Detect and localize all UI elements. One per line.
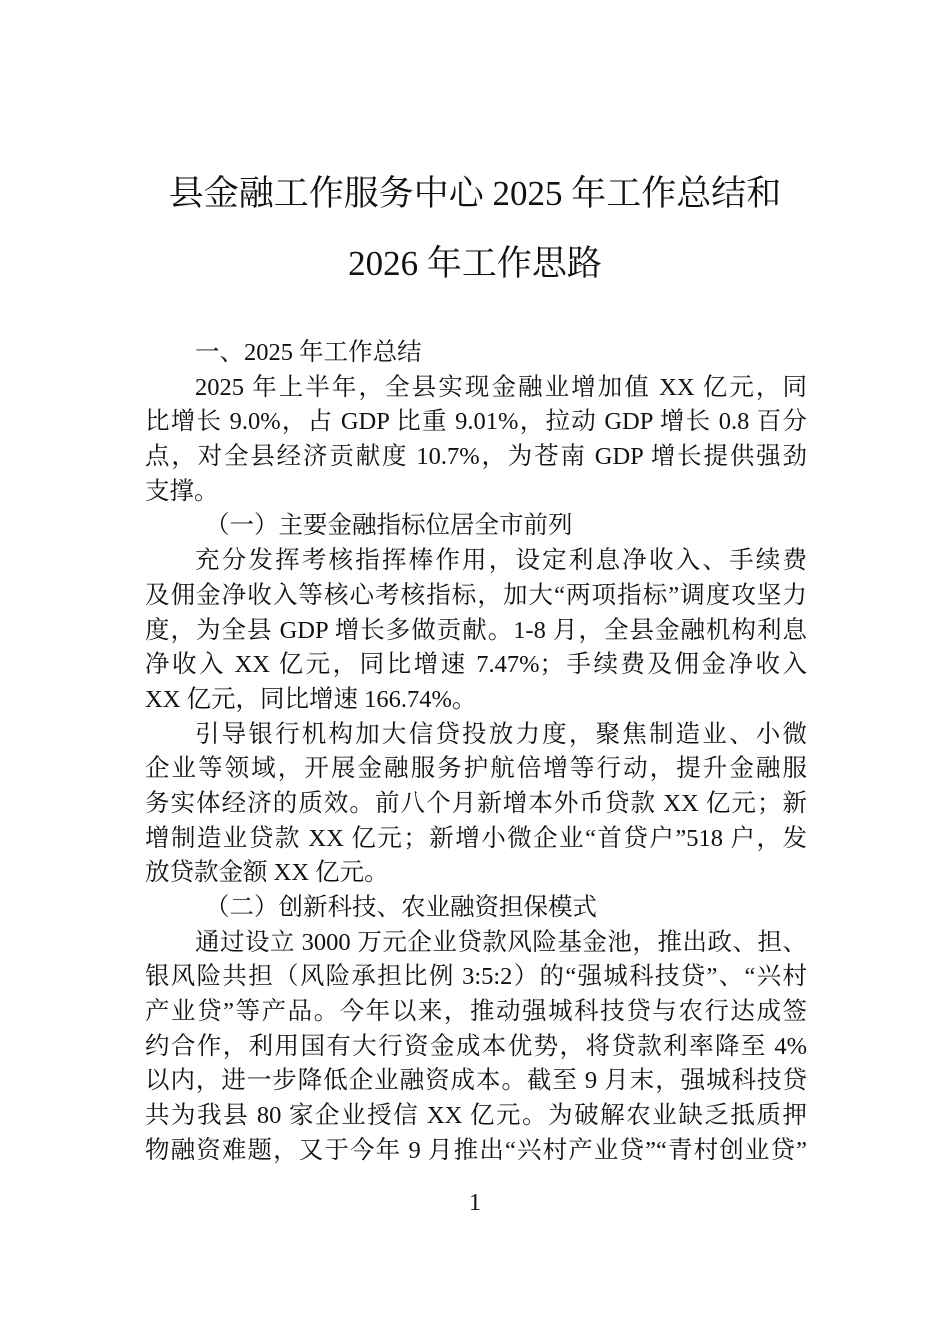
paragraph-line: 比增长 9.0%，占 GDP 比重 9.01%，拉动 GDP 增长 0.8 百分 [145, 408, 807, 436]
paragraph-line: 度，为全县 GDP 增长多做贡献。1-8 月，全县金融机构利息 [145, 616, 807, 644]
paragraph-line: 企业等领域，开展金融服务护航倍增等行动，提升金融服 [145, 755, 807, 783]
page-number: 1 [469, 1190, 481, 1216]
paragraph-line: 产业贷”等产品。今年以来，推动强城科技贷与农行达成签 [145, 998, 807, 1026]
subsection-heading: （二）创新科技、农业融资担保模式 [205, 894, 597, 921]
document-body [145, 336, 807, 1169]
paragraph-line: 约合作，利用国有大行资金成本优势，将贷款利率降至 4% [145, 1032, 807, 1060]
paragraph-line: 增制造业贷款 XX 亿元；新增小微企业“首贷户”518 户，发 [145, 824, 807, 852]
paragraph-line: 2025 年上半年，全县实现金融业增加值 XX 亿元，同 [195, 373, 807, 401]
paragraph-line: 充分发挥考核指挥棒作用，设定利息净收入、手续费 [195, 547, 807, 575]
paragraph-line: 支撑。 [145, 477, 219, 505]
paragraph-line: 放贷款金额 XX 亿元。 [145, 859, 389, 887]
paragraph-line: 务实体经济的质效。前八个月新增本外币贷款 XX 亿元；新 [145, 789, 807, 817]
paragraph-line: 通过设立 3000 万元企业贷款风险基金池，推出政、担、 [195, 928, 807, 956]
paragraph-line: 以内，进一步降低企业融资成本。截至 9 月末，强城科技贷 [145, 1067, 807, 1095]
paragraph-line: 点，对全县经济贡献度 10.7%，为苍南 GDP 增长提供强劲 [145, 443, 807, 471]
document-title-line-2: 2026 年工作思路 [348, 244, 602, 283]
paragraph-line: 净收入 XX 亿元，同比增速 7.47%；手续费及佣金净收入 [145, 651, 807, 679]
paragraph-line: 银风险共担（风险承担比例 3:5:2）的“强城科技贷”、“兴村 [145, 963, 807, 991]
paragraph-line: 引导银行机构加大信贷投放力度，聚焦制造业、小微 [195, 720, 807, 748]
section-heading: 一、2025 年工作总结 [195, 339, 422, 366]
paragraph-line: 及佣金净收入等核心考核指标，加大“两项指标”调度攻坚力 [145, 581, 807, 609]
paragraph-line: XX 亿元，同比增速 166.74%。 [145, 685, 477, 713]
document-title-line-1: 县金融工作服务中心 2025 年工作总结和 [168, 174, 782, 213]
paragraph-line: 共为我县 80 家企业授信 XX 亿元。为破解农业缺乏抵质押 [145, 1102, 807, 1130]
subsection-heading: （一）主要金融指标位居全市前列 [205, 512, 573, 540]
paragraph-line: 物融资难题，又于今年 9 月推出“兴村产业贷”“青村创业贷” [145, 1136, 807, 1164]
